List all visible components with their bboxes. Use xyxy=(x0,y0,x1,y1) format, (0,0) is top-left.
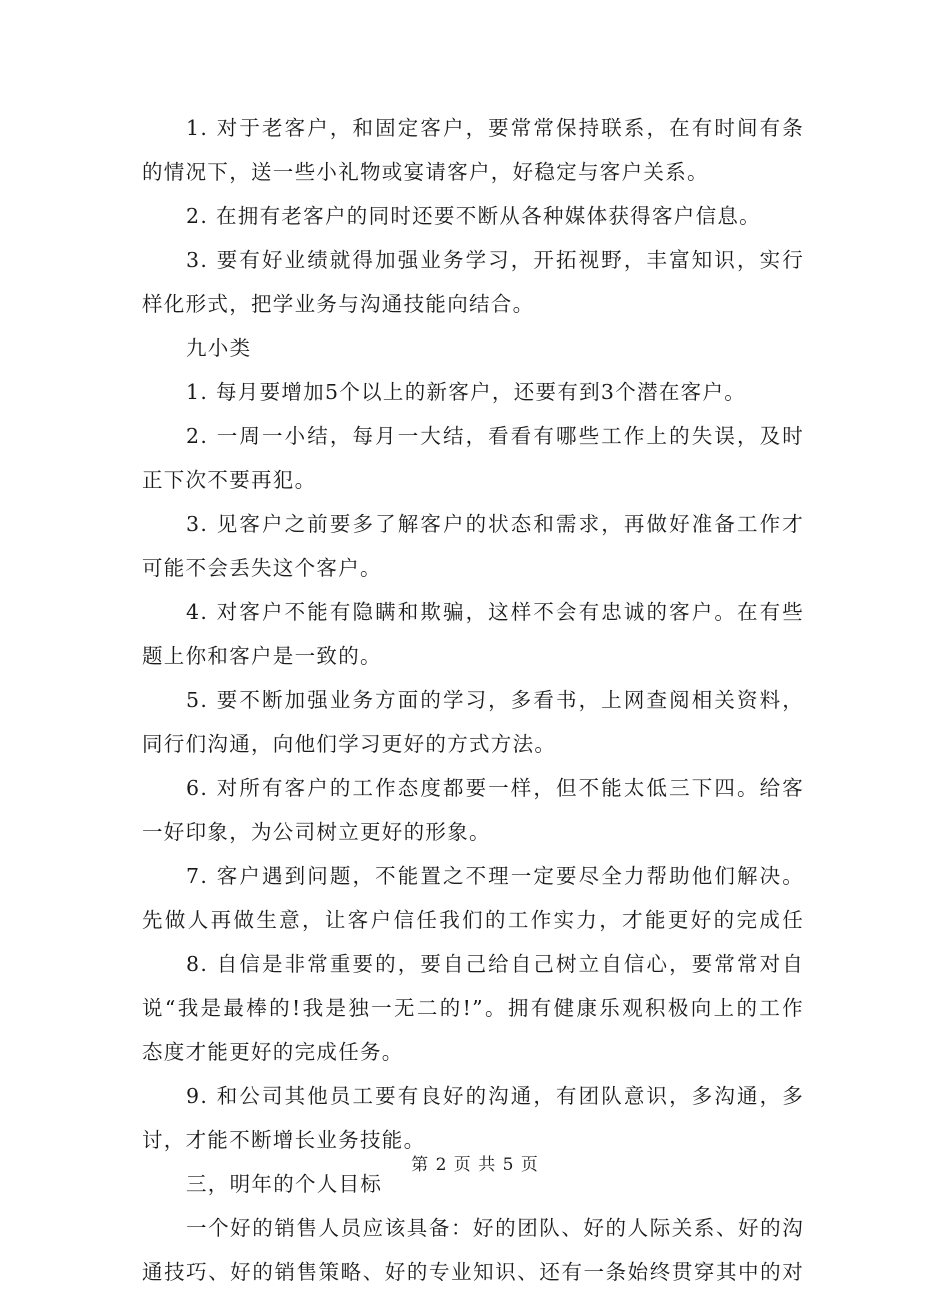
text-line xyxy=(142,590,804,634)
text-line xyxy=(142,502,804,546)
text-line-content: 1. 每月要增加5个以上的新客户，还要有到3个潜在客户。 xyxy=(186,380,747,404)
text-line xyxy=(142,546,804,590)
text-line-content: 5. 要不断加强业务方面的学习，多看书，上网查阅相关资料， xyxy=(186,688,804,712)
text-line xyxy=(142,986,804,1030)
text-line-content: 3. 见客户之前要多了解客户的状态和需求，再做好准备工作才 xyxy=(186,512,804,536)
text-line-content: 先做人再做生意，让客户信任我们的工作实力，才能更好的完成任 xyxy=(142,908,804,932)
text-line-content: 8. 自信是非常重要的，要自己给自己树立自信心，要常常对自 xyxy=(186,952,804,976)
text-line xyxy=(142,238,804,282)
text-line-content: 通技巧、好的销售策略、好的专业知识、还有一条始终贯穿其中的对 xyxy=(142,1260,804,1284)
text-line xyxy=(142,414,804,458)
text-line xyxy=(142,1206,804,1250)
document-body xyxy=(142,106,804,1294)
text-line-content: 样化形式，把学业务与沟通技能向结合。 xyxy=(142,292,535,316)
text-line-content: 题上你和客户是一致的。 xyxy=(142,644,382,668)
text-line-content: 态度才能更好的完成任务。 xyxy=(142,1040,404,1064)
page-footer: 第 2 页 共 5 页 xyxy=(411,1155,539,1175)
text-line xyxy=(142,106,804,150)
text-line xyxy=(142,810,804,854)
text-line xyxy=(142,150,804,194)
text-line-content: 2. 一周一小结，每月一大结，看看有哪些工作上的失误，及时 xyxy=(186,424,804,448)
text-line xyxy=(142,1074,804,1118)
text-line-content: 三，明年的个人目标 xyxy=(186,1172,383,1196)
text-line-content: 九小类 xyxy=(186,336,252,360)
text-line xyxy=(142,458,804,502)
text-line-content: 讨，才能不断增长业务技能。 xyxy=(142,1128,426,1152)
text-line-content: 4. 对客户不能有隐瞒和欺骗，这样不会有忠诚的客户。在有些 xyxy=(186,600,804,624)
text-line-content: 可能不会丢失这个客户。 xyxy=(142,556,382,580)
text-line xyxy=(142,722,804,766)
text-line-content: 9. 和公司其他员工要有良好的沟通，有团队意识，多沟通，多 xyxy=(186,1084,804,1108)
text-line xyxy=(142,1250,804,1294)
text-line-content: 同行们沟通，向他们学习更好的方式方法。 xyxy=(142,732,557,756)
text-line xyxy=(142,1030,804,1074)
text-line xyxy=(142,942,804,986)
text-line-content: 一好印象，为公司树立更好的形象。 xyxy=(142,820,491,844)
text-line xyxy=(142,898,804,942)
text-line-content: 2. 在拥有老客户的同时还要不断从各种媒体获得客户信息。 xyxy=(186,204,761,228)
text-line xyxy=(142,854,804,898)
text-line-content: 说“我是最棒的!我是独一无二的!”。拥有健康乐观积极向上的工作 xyxy=(142,996,804,1020)
text-line xyxy=(142,634,804,678)
text-line xyxy=(142,282,804,326)
text-line-content: 的情况下，送一些小礼物或宴请客户，好稳定与客户关系。 xyxy=(142,160,709,184)
text-line xyxy=(142,194,804,238)
text-line-content: 一个好的销售人员应该具备：好的团队、好的人际关系、好的沟 xyxy=(186,1216,804,1240)
text-line-content: 6. 对所有客户的工作态度都要一样，但不能太低三下四。给客 xyxy=(186,776,804,800)
text-line-content: 1. 对于老客户，和固定客户，要常常保持联系，在有时间有条 xyxy=(186,116,804,140)
text-line xyxy=(142,326,804,370)
text-line-content: 7. 客户遇到问题，不能置之不理一定要尽全力帮助他们解决。 xyxy=(186,864,804,888)
text-line-content: 3. 要有好业绩就得加强业务学习，开拓视野，丰富知识，实行 xyxy=(186,248,804,272)
text-line xyxy=(142,370,804,414)
text-line xyxy=(142,766,804,810)
text-line-content: 正下次不要再犯。 xyxy=(142,468,317,492)
text-line xyxy=(142,678,804,722)
